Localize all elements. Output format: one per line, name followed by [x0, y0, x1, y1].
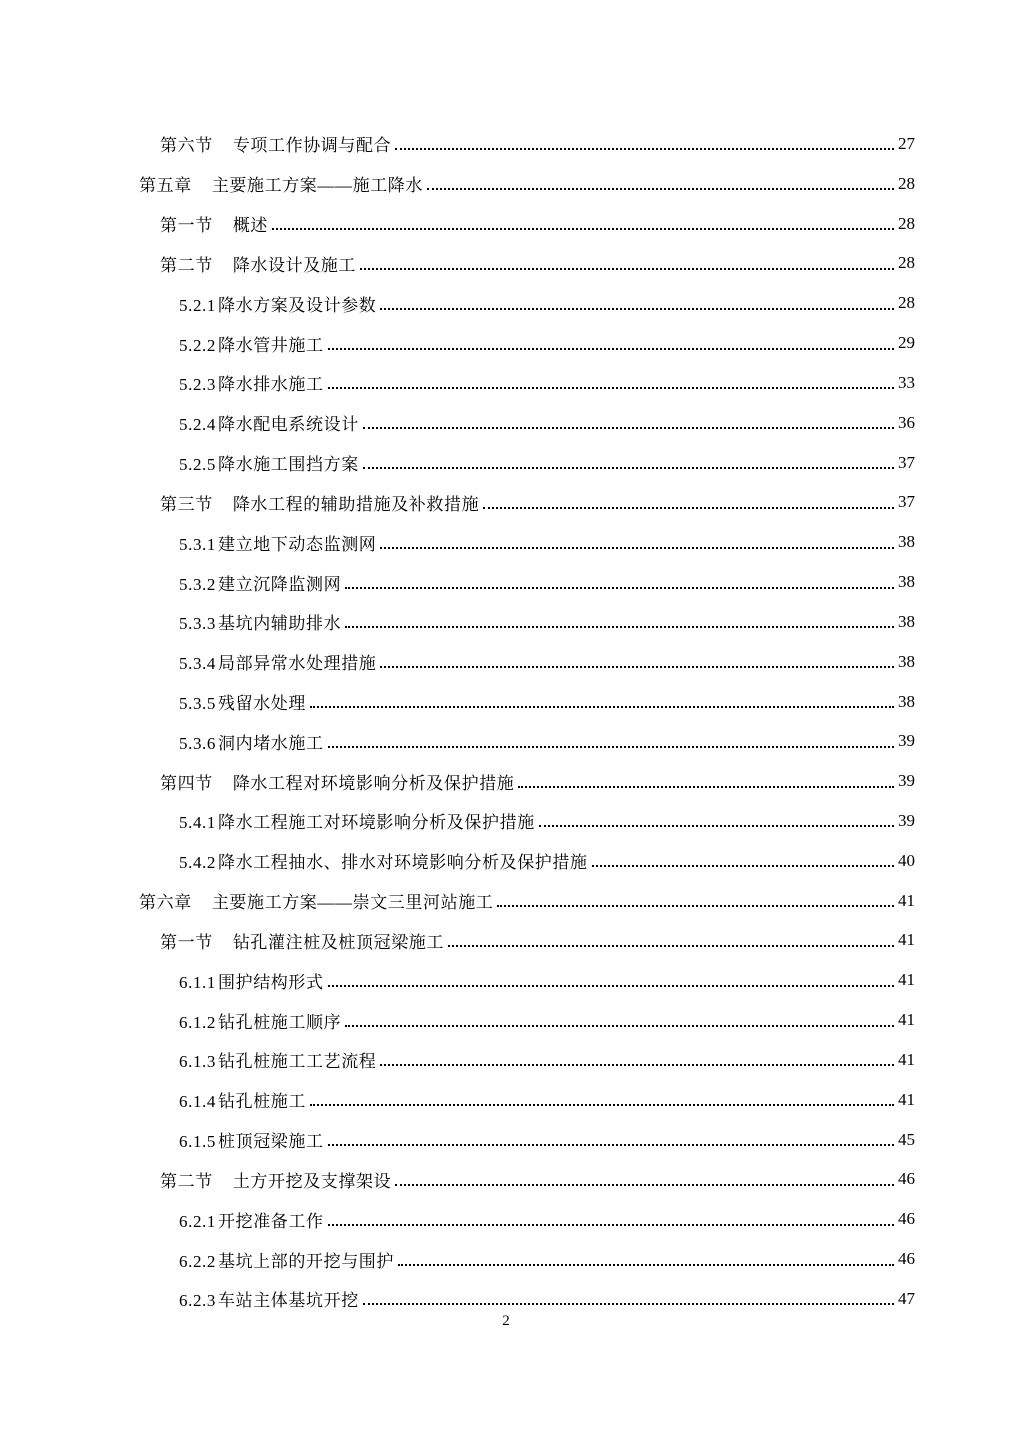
toc-entry-number: 第二节	[160, 1171, 213, 1191]
toc-entry-page: 27	[898, 133, 915, 153]
toc-entry-label	[139, 888, 495, 913]
toc-entry-title: 钻孔桩施工顺序	[218, 1012, 342, 1032]
dot-leader	[328, 1223, 894, 1226]
toc-entry-sub[interactable]	[0, 960, 1012, 1000]
toc-entry-sub[interactable]	[0, 323, 1012, 363]
toc-entry-section[interactable]	[0, 204, 1012, 244]
toc-entry-number: 第五章	[139, 176, 192, 196]
toc-entry-page: 41	[898, 930, 915, 950]
toc-entry-sub[interactable]	[0, 1040, 1012, 1080]
toc-entry-label	[179, 1207, 326, 1232]
dot-leader	[380, 1063, 894, 1066]
toc-entry-page: 38	[898, 532, 915, 552]
toc-entry-label	[179, 848, 590, 873]
toc-entry-label	[160, 251, 358, 276]
toc-entry-sub[interactable]	[0, 841, 1012, 881]
toc-entry-sub[interactable]	[0, 1120, 1012, 1160]
toc-entry-title: 基坑内辅助排水	[218, 614, 342, 634]
toc-entry-page: 46	[898, 1249, 915, 1269]
toc-entry-number: 5.2.4	[179, 415, 216, 435]
toc-entry-page: 47	[898, 1288, 915, 1308]
toc-entry-label	[179, 370, 326, 395]
toc-entry-label	[179, 968, 326, 993]
dot-leader	[345, 586, 894, 589]
dot-leader	[328, 347, 894, 350]
toc-entry-sub[interactable]	[0, 1199, 1012, 1239]
toc-entry-number: 5.3.4	[179, 654, 216, 674]
dot-leader	[518, 785, 894, 788]
dot-leader	[328, 1143, 894, 1146]
dot-leader	[310, 705, 894, 708]
toc-entry-label	[160, 211, 270, 236]
toc-entry-label	[179, 729, 326, 754]
toc-entry-sub[interactable]	[0, 562, 1012, 602]
toc-entry-page: 37	[898, 492, 915, 512]
toc-entry-number: 6.1.2	[179, 1012, 216, 1032]
toc-entry-title: 降水方案及设计参数	[218, 295, 377, 315]
toc-entry-label	[179, 450, 361, 475]
toc-entry-page: 29	[898, 333, 915, 353]
toc-entry-number: 6.2.2	[179, 1251, 216, 1271]
toc-entry-page: 45	[898, 1129, 915, 1149]
toc-entry-page: 38	[898, 611, 915, 631]
toc-entry-number: 6.1.4	[179, 1092, 216, 1112]
toc-entry-number: 5.3.3	[179, 614, 216, 634]
toc-entry-number: 5.3.1	[179, 534, 216, 554]
toc-entry-section[interactable]	[0, 482, 1012, 522]
toc-entry-number: 5.4.2	[179, 853, 216, 873]
toc-entry-title: 钻孔桩施工工艺流程	[218, 1052, 377, 1072]
toc-entry-number: 5.2.5	[179, 455, 216, 475]
toc-entry-number: 第六节	[160, 136, 213, 156]
toc-entry-section[interactable]	[0, 243, 1012, 283]
toc-entry-title: 局部异常水处理措施	[218, 654, 377, 674]
toc-entry-page: 36	[898, 412, 915, 432]
toc-entry-sub[interactable]	[0, 363, 1012, 403]
toc-entry-number: 第一节	[160, 932, 213, 952]
page-number: 2	[502, 1313, 510, 1329]
toc-entry-title: 洞内堵水施工	[218, 733, 324, 753]
toc-entry-label	[179, 1047, 378, 1072]
toc-entry-title: 降水排水施工	[218, 375, 324, 395]
toc-entry-section[interactable]	[0, 921, 1012, 961]
dot-leader	[448, 944, 894, 947]
dot-leader	[395, 147, 894, 150]
toc-entry-number: 第二节	[160, 255, 213, 275]
toc-entry-sub[interactable]	[0, 721, 1012, 761]
dot-leader	[328, 984, 894, 987]
toc-entry-label	[160, 490, 481, 515]
toc-entry-label	[160, 1167, 393, 1192]
dot-leader	[380, 307, 894, 310]
toc-entry-page: 38	[898, 691, 915, 711]
toc-entry-number: 第六章	[139, 893, 192, 913]
toc-entry-number: 5.2.1	[179, 295, 216, 315]
toc-entry-sub[interactable]	[0, 443, 1012, 483]
toc-entry-title: 建立沉降监测网	[218, 574, 342, 594]
toc-entry-label	[179, 1286, 361, 1311]
toc-entry-page: 28	[898, 173, 915, 193]
toc-entry-number: 6.2.3	[179, 1291, 216, 1311]
toc-entry-label	[179, 1008, 343, 1033]
toc-entry-title: 专项工作协调与配合	[232, 136, 392, 156]
toc-entry-title: 降水工程对环境影响分析及保护措施	[232, 773, 515, 793]
toc-entry-number: 6.1.3	[179, 1052, 216, 1072]
toc-entry-page: 33	[898, 372, 915, 392]
dot-leader	[345, 625, 894, 628]
toc-entry-page: 28	[898, 293, 915, 313]
toc-entry-label	[179, 1247, 396, 1272]
toc-entry-page: 41	[898, 1049, 915, 1069]
dot-leader	[328, 386, 894, 389]
toc-entry-label	[179, 689, 308, 714]
toc-entry-page: 39	[898, 731, 915, 751]
toc-entry-label	[160, 131, 393, 156]
toc-entry-label	[179, 410, 361, 435]
toc-entry-section[interactable]	[0, 124, 1012, 164]
toc-entry-page: 39	[898, 810, 915, 830]
toc-entry-page: 46	[898, 1209, 915, 1229]
toc-entry-sub[interactable]	[0, 403, 1012, 443]
dot-leader	[398, 1263, 894, 1266]
toc-entry-page: 28	[898, 213, 915, 233]
toc-entry-title: 残留水处理	[218, 694, 306, 713]
toc-entry-title: 钻孔桩施工	[218, 1092, 306, 1112]
dot-leader	[272, 227, 894, 230]
toc-entry-chapter[interactable]	[0, 881, 1012, 921]
toc-entry-page: 41	[898, 970, 915, 990]
toc-entry-sub[interactable]	[0, 642, 1012, 682]
toc-entry-page: 38	[898, 651, 915, 671]
toc-entry-section[interactable]	[0, 761, 1012, 801]
toc-entry-page: 38	[898, 572, 915, 592]
toc-entry-number: 6.1.1	[179, 972, 216, 992]
toc-entry-title: 主要施工方案——崇文三里河站施工	[211, 893, 494, 913]
dot-leader	[427, 187, 894, 190]
toc-entry-title: 车站主体基坑开挖	[218, 1291, 359, 1311]
toc-entry-sub[interactable]	[0, 801, 1012, 841]
dot-leader	[363, 1302, 894, 1305]
dot-leader	[363, 426, 894, 429]
toc-entry-number: 5.2.3	[179, 375, 216, 395]
toc-entry-title: 土方开挖及支撑架设	[232, 1171, 392, 1191]
toc-entry-page: 41	[898, 890, 915, 910]
toc-entry-title: 围护结构形式	[218, 972, 324, 992]
dot-leader	[539, 824, 894, 827]
toc-entry-number: 5.3.6	[179, 733, 216, 753]
toc-entry-label	[160, 769, 516, 794]
toc-entry-page: 41	[898, 1010, 915, 1030]
toc-entry-title: 降水管井施工	[218, 335, 324, 355]
toc-entry-title: 降水配电系统设计	[218, 415, 359, 435]
toc-entry-number: 5.3.5	[179, 694, 216, 713]
toc-entry-label	[179, 570, 343, 595]
dot-leader	[483, 506, 894, 509]
toc-entry-label	[179, 609, 343, 634]
toc-entry-page: 46	[898, 1169, 915, 1189]
toc-entry-label	[160, 928, 446, 953]
toc-entry-title: 概述	[232, 216, 269, 236]
toc-entry-title: 主要施工方案——施工降水	[211, 176, 424, 196]
toc-entry-title: 开挖准备工作	[218, 1211, 324, 1231]
dot-leader	[395, 1183, 894, 1186]
toc-entry-title: 基坑上部的开挖与围护	[218, 1251, 394, 1271]
dot-leader	[363, 466, 894, 469]
toc-entry-label	[179, 331, 326, 356]
toc-entry-label	[179, 808, 537, 833]
toc-entry-page: 40	[898, 850, 915, 870]
toc-entry-label	[179, 649, 378, 674]
dot-leader	[345, 1024, 894, 1027]
toc-entry-label	[179, 530, 378, 555]
toc-entry-label	[179, 291, 378, 316]
toc-entry-title: 降水设计及施工	[232, 255, 357, 275]
toc-entry-number: 6.2.1	[179, 1211, 216, 1231]
toc-entry-label	[179, 1127, 326, 1152]
toc-entry-number: 5.4.1	[179, 813, 216, 833]
toc-entry-sub[interactable]	[0, 1239, 1012, 1279]
dot-leader	[497, 904, 894, 907]
toc-entry-sub[interactable]	[0, 283, 1012, 323]
dot-leader	[380, 665, 894, 668]
toc-entry-title: 降水工程施工对环境影响分析及保护措施	[218, 813, 535, 833]
toc-entry-label	[179, 1087, 308, 1112]
toc-entry-number: 第四节	[160, 773, 213, 793]
toc-entry-number: 第一节	[160, 216, 213, 236]
toc-entry-sub[interactable]	[0, 1080, 1012, 1120]
dot-leader	[328, 745, 894, 748]
dot-leader	[310, 1103, 894, 1106]
toc-entry-page: 39	[898, 771, 915, 791]
toc-entry-title: 降水施工围挡方案	[218, 455, 359, 475]
table-of-contents	[0, 124, 1012, 1319]
toc-entry-title: 钻孔灌注桩及桩顶冠梁施工	[232, 932, 445, 952]
toc-entry-sub[interactable]	[0, 682, 1012, 722]
toc-entry-title: 降水工程的辅助措施及补救措施	[232, 494, 480, 514]
toc-entry-title: 降水工程抽水、排水对环境影响分析及保护措施	[218, 853, 588, 873]
toc-entry-number: 5.2.2	[179, 335, 216, 355]
toc-entry-number: 5.3.2	[179, 574, 216, 594]
dot-leader	[592, 864, 894, 867]
toc-entry-page: 37	[898, 452, 915, 472]
dot-leader	[360, 267, 894, 270]
toc-entry-chapter[interactable]	[0, 164, 1012, 204]
toc-entry-sub[interactable]	[0, 522, 1012, 562]
toc-entry-page: 28	[898, 253, 915, 273]
toc-entry-title: 建立地下动态监测网	[218, 534, 377, 554]
toc-entry-sub[interactable]	[0, 602, 1012, 642]
toc-entry-sub[interactable]	[0, 1000, 1012, 1040]
toc-entry-title: 桩顶冠梁施工	[218, 1132, 324, 1152]
toc-entry-section[interactable]	[0, 1160, 1012, 1200]
dot-leader	[380, 546, 894, 549]
toc-entry-label	[139, 171, 425, 196]
toc-entry-number: 第三节	[160, 494, 213, 514]
toc-entry-number: 6.1.5	[179, 1132, 216, 1152]
toc-entry-page: 41	[898, 1089, 915, 1109]
